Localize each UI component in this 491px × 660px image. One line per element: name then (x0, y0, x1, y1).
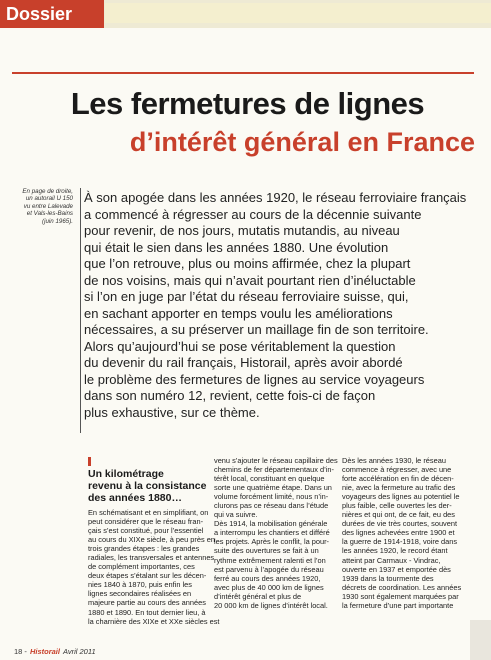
caption-line: un autorail U 150 (25, 195, 73, 203)
column-line: avec plus de 40 000 km de lignes (214, 582, 324, 592)
intro-line: pour revenir, de nos jours, mutatis mutandis, au niveau (84, 223, 400, 238)
column-line: deux étapes s’étalant sur les décen- (88, 571, 207, 581)
column-line: la guerre de 1914-1918, voire dans (342, 537, 458, 547)
column-line: volume forcément limité, nous n’in- (214, 492, 329, 502)
intro-line: plus exhaustive, sur ce thème. (84, 404, 260, 420)
column-line: au cours du XIXe siècle, à peu près en (88, 535, 215, 545)
intro-line: que l’on retrouve, plus ou moins affirmée, chez la plupart (84, 256, 411, 271)
column-line: 20 000 km de lignes d’intérêt local. (214, 600, 328, 610)
column-line: 1930 sont également marquées par (342, 591, 459, 601)
article-title-line2: d’intérêt général en France (129, 127, 475, 157)
column-line: rythme extrêmement ralenti et l’on (214, 555, 326, 565)
intro-line: le problème des fermetures de lignes au service voyageurs (84, 371, 425, 387)
column-line: d’intérêt général et plus de (214, 591, 302, 601)
column-line: suite des ouvertures se fait à un (214, 546, 319, 556)
intro-line: qui était le sien dans les années 1880. Une évolution (84, 239, 389, 255)
caption-line: (juin 1965). (42, 217, 73, 225)
photo-caption (18, 188, 73, 225)
column-line: est parvenu à l’apogée du réseau (214, 564, 324, 574)
intro-line: si l’on en juge par l’état du réseau ferroviaire suisse, qui, (84, 289, 409, 304)
body-column-2 (214, 456, 338, 610)
column-line: nie, avec la fermeture au trafic des (342, 483, 456, 493)
column-line: forte accélération en fin de décen- (342, 474, 454, 484)
magazine-name: Historail (29, 647, 60, 656)
title-rule (12, 72, 474, 74)
intro-divider (80, 188, 81, 433)
column-line: 1939 dans la tourmente des (342, 573, 434, 583)
column-line: de complément importantes, ces (88, 562, 195, 572)
column-line: nières et qui ont, de ce fait, eu des (342, 510, 455, 520)
column-line: térêt local, constituant en quelque (214, 474, 325, 484)
column-line: sorte une quatrième étape. Dans un (214, 483, 332, 493)
column-line: ouverte en 1937 et emportée dès (342, 564, 451, 574)
column-line: plus faible, celle ouvertes les der- (342, 501, 452, 511)
page-number: 18 - (14, 647, 27, 656)
intro-line: du devenir du rail français, Historail, après avoir abordé (84, 355, 403, 370)
intro-line: en sachant apporter en temps voulu les améliorations (84, 305, 393, 321)
caption-line: et Vals-les-Bains (26, 210, 73, 218)
intro-paragraph (84, 190, 479, 421)
section-tab: Dossier (0, 0, 104, 28)
intro-line: a commencé à régresser au cours de la décennie suivante (84, 206, 422, 222)
column-line: nies 1840 à 1870, puis enfin les (88, 580, 192, 590)
column-line: les années 1920, le record étant (342, 546, 448, 556)
column-line: clurons pas ce réseau dans l’étude (214, 501, 329, 511)
page-footer (14, 647, 96, 656)
column-line: voyageurs des lignes au potentiel le (342, 492, 460, 502)
page-corner (470, 620, 491, 660)
column-line: majeure partie au cours des années (88, 598, 206, 608)
subhead-line: des années 1880… (88, 492, 182, 504)
column-line: atteint par Carmaux - Vindrac, (342, 555, 441, 565)
column-line: a interrompu les chantiers et différé (214, 528, 330, 538)
caption-line: En page de droite, (22, 188, 73, 195)
intro-line: nécessaires, a su préserver un maillage fin de son territoire. (84, 322, 429, 337)
column-line: chemins de fer départementaux d’in- (214, 465, 334, 475)
subhead-line: revenu à la consistance (88, 480, 207, 492)
column-line: des lignes achevées entre 1900 et (342, 528, 455, 538)
column-line: qui va suivre. (214, 510, 258, 520)
intro-line: de nos voisins, mais qui n’avait pourtant rien d’inéluctable (84, 272, 416, 288)
intro-line: Alors qu’aujourd’hui se pose véritablement la question (84, 338, 396, 354)
caption-line: vu entre Lalevade (23, 202, 73, 210)
body-column-3 (342, 456, 472, 610)
section-subhead (88, 456, 207, 504)
column-line: Dès les années 1930, le réseau (342, 456, 446, 465)
intro-line: dans son numéro 12, revient, cette fois-ci de façon (84, 388, 376, 403)
column-line: les projets. Après le conflit, la pour- (214, 537, 330, 547)
column-line: ferré au cours des années 1920, (214, 573, 321, 583)
column-line: trois grandes étapes : les grandes (88, 544, 200, 554)
issue-date: Avril 2011 (62, 647, 96, 656)
column-line: durées de vie très courtes, souvent (342, 519, 458, 529)
column-line: venu s’ajouter le réseau capillaire des (214, 456, 338, 465)
column-line: radiales, les transversales et antennes (88, 553, 215, 563)
intro-line: À son apogée dans les années 1920, le réseau ferroviaire français (84, 190, 467, 205)
subhead-marker (88, 457, 91, 466)
article-title-line1: Les fermetures de lignes (70, 86, 425, 121)
column-line: Dès 1914, la mobilisation générale (214, 519, 328, 529)
column-line: commence à régresser, avec une (342, 465, 452, 475)
column-line: çais s’est constitué, pour l’essentiel (88, 526, 204, 536)
column-line: la charnière des XIXe et XXe siècles est (88, 616, 220, 626)
subhead-line: Un kilométrage (88, 468, 164, 480)
column-line: En schématisant et en simplifiant, on (88, 508, 209, 517)
column-body (88, 508, 220, 626)
column-line: lignes secondaires réalisées en (88, 589, 192, 599)
column-line: peut considérer que le réseau fran- (88, 517, 204, 527)
body-column-1 (88, 456, 220, 626)
header-band-right (105, 3, 491, 23)
column-line: 1880 et 1890. En tout dernier lieu, à (88, 607, 206, 617)
column-line: la fermeture d’une part importante (342, 600, 454, 610)
column-line: décrets de coordination. Les années (342, 582, 462, 592)
